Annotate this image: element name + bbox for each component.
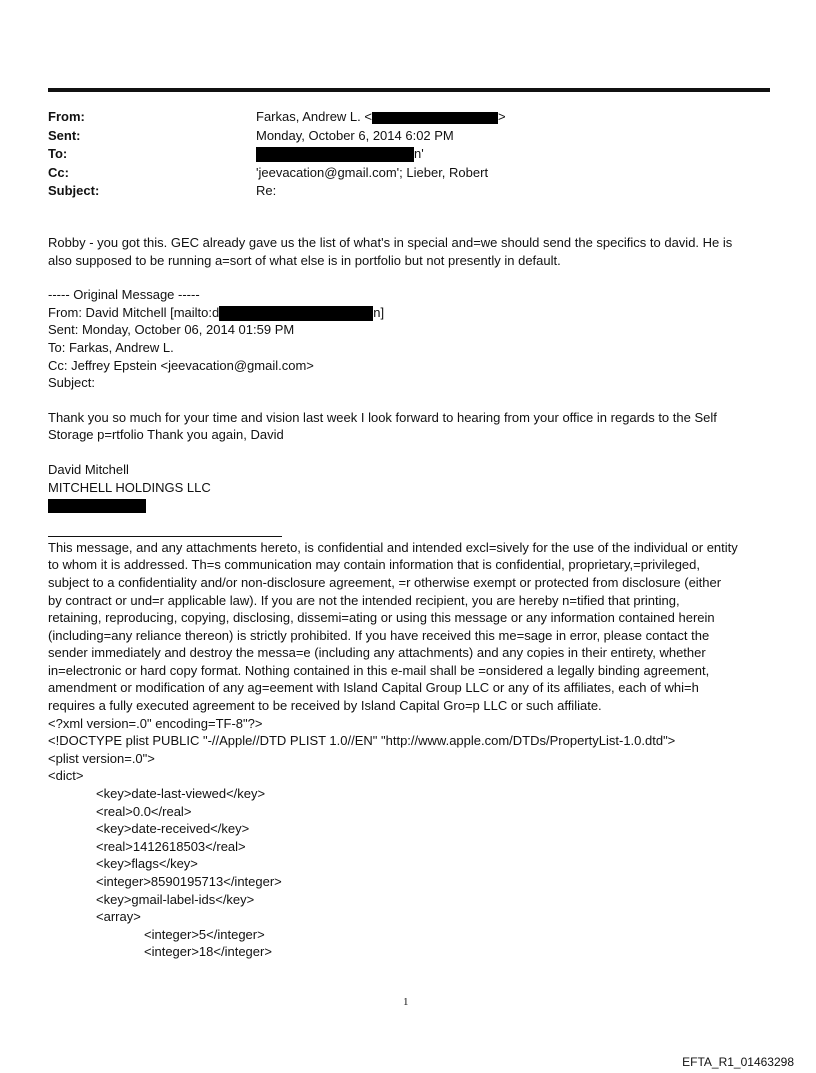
disclaimer-line: to whom it is addressed. Th=s communication may contain information that is confidential, proprietary,=privileged, bbox=[48, 557, 701, 573]
xml-dict-line: <real>1412618503</real> bbox=[96, 838, 246, 854]
header-rule bbox=[48, 88, 770, 92]
disclaimer-line: in=electronic or hard copy format. Nothing contained in this e-mail shall be =onsidered a legally binding agreement, bbox=[48, 662, 710, 678]
to-value bbox=[256, 145, 424, 164]
xml-dict-line: <key>date-last-viewed</key> bbox=[96, 786, 266, 802]
xml-line: <!DOCTYPE plist PUBLIC "-//Apple//DTD PLIST 1.0//EN" "http://www.apple.com/DTDs/PropertyList-1.0.dtd"> bbox=[48, 733, 676, 749]
subject-label: Subject: bbox=[48, 183, 100, 198]
xml-line: <?xml version=.0" encoding=TF-8"?> bbox=[48, 715, 263, 731]
from-label: From: bbox=[48, 109, 85, 124]
cc-value: 'jeevacation@gmail.com'; Lieber, Robert bbox=[256, 164, 489, 180]
disclaimer-separator bbox=[48, 536, 282, 537]
email-body bbox=[48, 234, 778, 961]
original-sent: Sent: Monday, October 06, 2014 01:59 PM bbox=[48, 322, 295, 338]
redaction-block bbox=[372, 112, 498, 124]
original-from-suffix: n] bbox=[373, 304, 385, 320]
disclaimer-line: retaining, reproducing, copying, disclosing, dissemi=ating or using this message or any information contained herein bbox=[48, 610, 715, 626]
subject-value: Re: bbox=[256, 183, 277, 198]
reply-line: also supposed to be running a=sort of what else is in portfolio but not presently in default. bbox=[48, 252, 561, 268]
disclaimer-line: subject to a confidentiality and/or non-disclosure agreement, =r otherwise exempt or protected from disclosure (either bbox=[48, 574, 722, 590]
original-from-text: From: David Mitchell [mailto:d bbox=[48, 304, 220, 320]
page-number: 1 bbox=[403, 996, 409, 1008]
xml-dict-line: <key>gmail-label-ids</key> bbox=[96, 891, 255, 907]
reply-line: Robby - you got this. GEC already gave us the list of what's in special and=we should send the specifics to david. He is bbox=[48, 235, 733, 250]
signature-redacted bbox=[48, 496, 778, 514]
document-id: EFTA_R1_01463298 bbox=[682, 1055, 794, 1069]
signature-company: MITCHELL HOLDINGS LLC bbox=[48, 479, 211, 495]
original-to: To: Farkas, Andrew L. bbox=[48, 339, 174, 355]
original-body-line: Thank you so much for your time and vision last week I look forward to hearing from your office in regards to the Self bbox=[48, 409, 717, 425]
disclaimer-line: sender immediately and destroy the messa=e (including any attachments) and any copies in their entirety, whether bbox=[48, 645, 706, 661]
signature-name: David Mitchell bbox=[48, 461, 129, 477]
xml-dict-line: <key>date-received</key> bbox=[96, 821, 250, 837]
to-label: To: bbox=[48, 146, 68, 161]
from-suffix: > bbox=[497, 109, 506, 124]
disclaimer-line: requires a fully executed agreement to be received by Island Capital Gro=p LLC or such affiliate. bbox=[48, 698, 602, 714]
xml-array-line: <integer>5</integer> bbox=[144, 926, 265, 942]
redaction-block bbox=[256, 147, 414, 162]
from-value bbox=[256, 108, 506, 127]
redaction-block bbox=[219, 306, 373, 321]
disclaimer-line: (including=any reliance thereon) is strictly prohibited. If you have received this me=sage in error, please contact the bbox=[48, 627, 710, 643]
xml-line: <plist version=.0"> bbox=[48, 750, 155, 766]
disclaimer-line: by contract or und=r applicable law). If you are not the intended recipient, you are hereby n=tified that printing, bbox=[48, 592, 680, 608]
xml-line: <dict> bbox=[48, 768, 84, 784]
xml-dict-line: <real>0.0</real> bbox=[96, 803, 192, 819]
xml-dict-line: <integer>8590195713</integer> bbox=[96, 874, 282, 889]
original-from bbox=[48, 304, 778, 322]
xml-array-line: <integer>18</integer> bbox=[144, 944, 272, 960]
xml-dict-line: <array> bbox=[96, 909, 141, 925]
sent-label: Sent: bbox=[48, 127, 81, 143]
disclaimer-line: This message, and any attachments hereto, is confidential and intended excl=sively for the use of the individual or entity bbox=[48, 539, 738, 555]
original-body-line: Storage p=rtfolio Thank you again, David bbox=[48, 427, 284, 443]
cc-label: Cc: bbox=[48, 164, 69, 180]
from-name: Farkas, Andrew L. < bbox=[256, 109, 372, 124]
original-subject: Subject: bbox=[48, 375, 95, 391]
sent-value: Monday, October 6, 2014 6:02 PM bbox=[256, 127, 454, 143]
original-cc: Cc: Jeffrey Epstein <jeevacation@gmail.com> bbox=[48, 357, 314, 373]
redaction-block bbox=[48, 499, 146, 513]
xml-dict-line: <key>flags</key> bbox=[96, 856, 198, 872]
original-heading: ----- Original Message ----- bbox=[48, 287, 200, 303]
to-suffix: n' bbox=[414, 146, 424, 161]
disclaimer-line: amendment or modification of any ag=eement with Island Capital Group LLC or any of its affiliates, each of whi=h bbox=[48, 680, 699, 696]
